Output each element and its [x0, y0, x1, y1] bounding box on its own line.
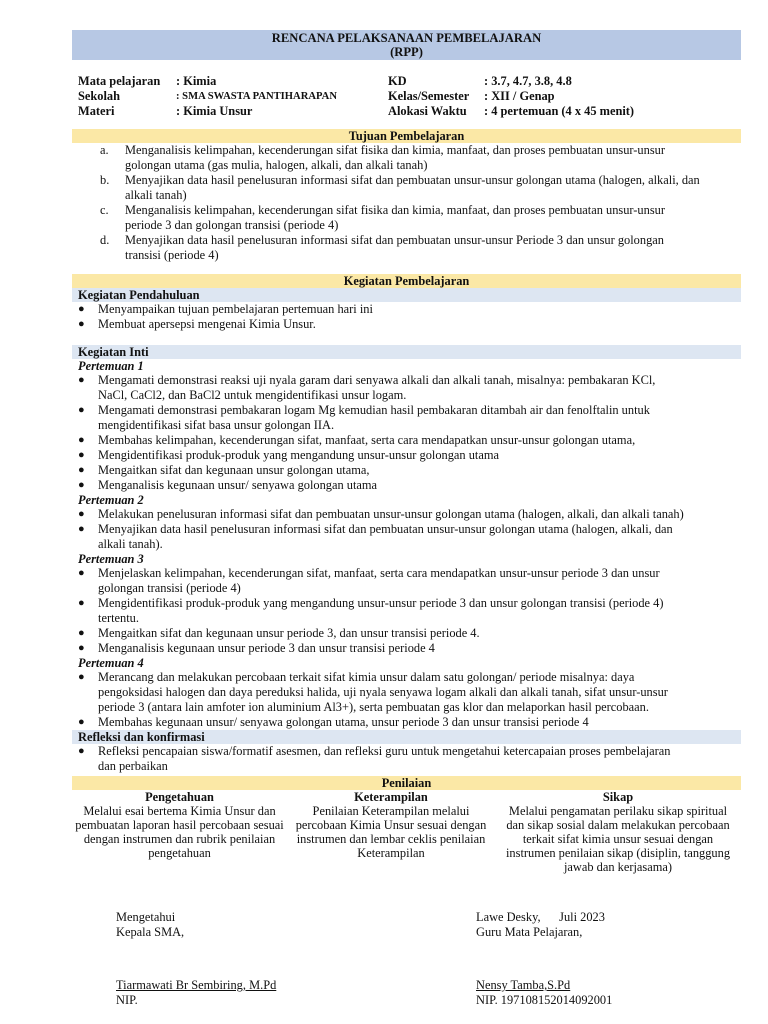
list-item: ● Menganalisis kegunaan unsur periode 3 dan unsur transisi periode 4 [78, 641, 435, 655]
pertemuan-1-heading: Pertemuan 1 [78, 359, 144, 373]
title-line-1: RENCANA PELAKSANAAN PEMBELAJARAN [271, 31, 542, 45]
list-item: ● Mengaitkan sifat dan kegunaan unsur golongan utama, [78, 463, 370, 477]
list-item: ● Menjelaskan kelimpahan, kecenderungan sifat, manfaat, serta cara mendapatkan unsur-unsur periode 3 dan unsur golongan transisi (periode 4) [78, 566, 660, 595]
alokasi-value: : 4 pertemuan (4 x 45 menit) [484, 104, 635, 118]
list-item: ● Mengaitkan sifat dan kegunaan unsur periode 3, dan unsur transisi periode 4. [78, 626, 480, 640]
list-item: ● Membahas kegunaan unsur/ senyawa golongan utama, unsur periode 3 dan unsur transisi periode 4 [78, 715, 589, 729]
list-item: ● Menganalisis kegunaan unsur/ senyawa golongan utama [78, 478, 378, 492]
teacher-name: Nensy Tamba,S.Pd [476, 978, 571, 992]
sekolah-label: Sekolah [78, 89, 121, 103]
pertemuan-4-list [72, 670, 741, 730]
pertemuan-4-heading: Pertemuan 4 [78, 656, 144, 670]
teacher-nip: NIP. 197108152014092001 [476, 993, 613, 1007]
tujuan-heading: Tujuan Pembelajaran [72, 129, 741, 143]
item-text: Menganalisis kelimpahan, kecenderungan sifat fisika dan kimia, manfaat, dan proses pembuatan unsur-unsur golongan utama (gas mulia, halogen, alkali, dan alkali tanah) [125, 143, 665, 172]
mapel-value: : Kimia [176, 74, 217, 88]
document-title [72, 30, 741, 60]
principal-name: Tiarmawati Br Sembiring, M.Pd [116, 978, 277, 992]
signature-left [116, 910, 276, 1008]
penilaian-heading: Penilaian [72, 776, 741, 790]
penilaian-col-pengetahuan [72, 790, 287, 874]
col-text: Melalui pengamatan perilaku sikap spiritual dan sikap sosial dalam melakukan percobaan terkait sifat kimia unsur sesuai dengan instrumen penilaian sikap (disiplin, tanggung jawab dan kerjasama) [505, 804, 731, 874]
col-heading: Keterampilan [354, 790, 428, 804]
item-text: Menganalisis kelimpahan, kecenderungan sifat fisika dan kimia, manfaat, dan proses pembuatan unsur-unsur periode 3 dan golongan transisi (periode 4) [125, 203, 665, 232]
refleksi-heading: Refleksi dan konfirmasi [72, 730, 741, 744]
pertemuan-2-list [72, 507, 741, 552]
alokasi-label: Alokasi Waktu [388, 104, 467, 118]
item-text: Menyajikan data hasil penelusuran informasi sifat dan pembuatan unsur-unsur golongan utama (halogen, alkali, dan alkali tanah) [125, 173, 700, 202]
item-text: Menyajikan data hasil penelusuran informasi sifat dan pembuatan unsur-unsur Periode 3 dan unsur golongan transisi (periode 4) [125, 233, 664, 262]
list-item: ● Mengidentifikasi produk-produk yang mengandung unsur-unsur periode 3 dan unsur golongan transisi (periode 4) tertentu. [78, 596, 664, 625]
penilaian-table [72, 790, 741, 874]
kegiatan-heading: Kegiatan Pembelajaran [72, 274, 741, 288]
refleksi-list [72, 744, 741, 774]
list-item [72, 203, 741, 233]
materi-value: : Kimia Unsur [176, 104, 253, 118]
list-item [72, 143, 741, 173]
list-item: ● Refleksi pencapaian siswa/formatif asesmen, dan refleksi guru untuk mengetahui ketercapaian proses pembelajaran dan perbaikan [78, 744, 671, 773]
list-item: ● Mengamati demonstrasi pembakaran logam Mg kemudian hasil pembakaran ditambah air dan fenolftalin untuk mengidentifikasi sifat basa unsur golongan IIA. [78, 403, 650, 432]
list-item: ● Membahas kelimpahan, kecenderungan sifat, manfaat, serta cara mendapatkan unsur-unsur golongan utama, [78, 433, 636, 447]
item-label: a. [100, 143, 109, 157]
title-line-2: (RPP) [390, 45, 423, 59]
kelas-label: Kelas/Semester [388, 89, 470, 103]
materi-label: Materi [78, 104, 115, 118]
tujuan-list [72, 143, 741, 263]
col-text: Penilaian Keterampilan melalui percobaan Kimia Unsur sesuai dengan instrumen dan lembar ceklis penilaian Keterampilan [295, 804, 487, 860]
list-item: ● Mengidentifikasi produk-produk yang mengandung unsur-unsur golongan utama [78, 448, 499, 462]
pertemuan-2-heading: Pertemuan 2 [78, 493, 144, 507]
pendahuluan-heading: Kegiatan Pendahuluan [72, 288, 741, 302]
principal-nip: NIP. [116, 993, 138, 1007]
col-heading: Sikap [602, 790, 634, 804]
identity-table [72, 74, 741, 119]
signature-right [476, 910, 612, 1008]
kelas-value: : XII / Genap [484, 89, 555, 103]
penilaian-col-keterampilan [287, 790, 495, 874]
left-line-2: Kepala SMA, [116, 925, 185, 939]
list-item [72, 233, 741, 263]
sekolah-value: : SMA SWASTA PANTIHARAPAN [176, 91, 337, 102]
right-line-1: Lawe Desky, Juli 2023 [476, 910, 605, 924]
col-heading: Pengetahuan [145, 790, 214, 804]
list-item [72, 173, 741, 203]
list-item: ● Mengamati demonstrasi reaksi uji nyala garam dari senyawa alkali dan alkali tanah, misalnya: pembakaran KCl, NaCl, CaCl2, dan BaCl2 untuk mengidentifikasi unsur logam. [78, 373, 656, 402]
item-label: c. [100, 203, 109, 217]
kd-label: KD [388, 74, 407, 88]
pertemuan-3-list [72, 566, 741, 656]
pendahuluan-list [72, 302, 741, 332]
kd-value: : 3.7, 4.7, 3.8, 4.8 [484, 74, 572, 88]
item-label: d. [100, 233, 110, 247]
list-item: ● Menyajikan data hasil penelusuran informasi sifat dan pembuatan unsur-unsur golongan utama (halogen, alkali, dan alkali tanah). [78, 522, 673, 551]
list-item: ● Melakukan penelusuran informasi sifat dan pembuatan unsur-unsur golongan utama (halogen, alkali, dan alkali tanah) [78, 507, 684, 521]
item-label: b. [100, 173, 110, 187]
list-item: ● Menyampaikan tujuan pembelajaran pertemuan hari ini [78, 302, 373, 316]
list-item: ● Membuat apersepsi mengenai Kimia Unsur. [78, 317, 316, 331]
pertemuan-3-heading: Pertemuan 3 [78, 552, 144, 566]
mapel-label: Mata pelajaran [78, 74, 161, 88]
document-page [72, 30, 741, 874]
pertemuan-1-list [72, 373, 741, 493]
list-item: ● Merancang dan melakukan percobaan terkait sifat kimia unsur dalam satu golongan/ periode misalnya: daya pengoksidasi halogen dan daya pereduksi halida, uji nyala senyawa logam alkali dan alkali tanah, sifat unsur-unsur periode 3 (antara lain amfoter ion aluminium Al3+), serta pembuatan gas klor dan melaporkan hasil percobaan. [78, 670, 668, 714]
penilaian-col-sikap [495, 790, 741, 874]
col-text: Melalui esai bertema Kimia Unsur dan pembuatan laporan hasil percobaan sesuai dengan instrumen dan rubrik penilaian pengetahuan [75, 804, 284, 860]
right-line-2: Guru Mata Pelajaran, [476, 925, 583, 939]
inti-heading: Kegiatan Inti [72, 345, 741, 359]
left-line-1: Mengetahui [116, 910, 176, 924]
